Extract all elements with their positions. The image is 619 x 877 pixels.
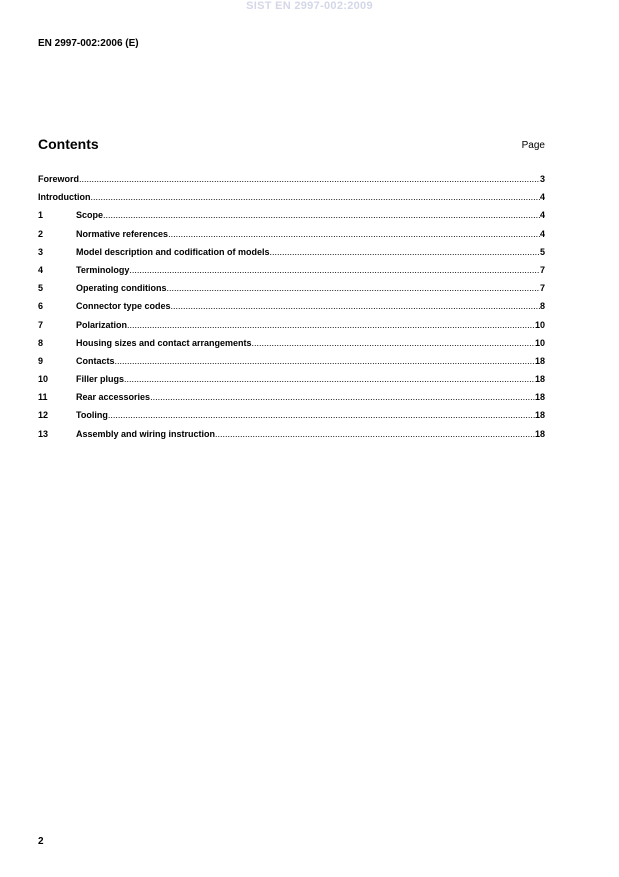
toc-entry-filler-plugs[interactable]	[38, 374, 545, 392]
toc-entry-number: 1	[38, 210, 44, 221]
toc-entry-title: Model description and codification of models	[76, 246, 270, 257]
toc-entry-page: 18	[534, 374, 545, 385]
toc-leader-dots	[124, 374, 535, 384]
page-column-label: Page	[521, 140, 545, 151]
toc-entry-title: Operating conditions	[76, 283, 167, 294]
toc-entry-page: 10	[534, 337, 545, 348]
toc-entry-number: 4	[38, 264, 44, 275]
toc-entry-contacts[interactable]	[38, 356, 545, 374]
toc-entry-model-description[interactable]	[38, 247, 545, 265]
toc-leader-dots	[215, 429, 535, 439]
toc-leader-dots	[79, 174, 540, 184]
toc-entry-normative-references[interactable]	[38, 229, 545, 247]
toc-entry-page: 4	[539, 210, 545, 221]
toc-entry-page: 4	[539, 228, 545, 239]
toc-entry-title: Connector type codes	[76, 301, 171, 312]
toc-entry-page: 18	[534, 410, 545, 421]
toc-entry-polarization[interactable]	[38, 320, 545, 338]
page-number: 2	[38, 836, 44, 847]
toc-entry-page: 18	[534, 355, 545, 366]
toc-leader-dots	[270, 247, 540, 257]
toc-entry-number: 10	[38, 374, 49, 385]
toc-entry-housing-sizes[interactable]	[38, 338, 545, 356]
toc-entry-assembly-wiring[interactable]	[38, 429, 545, 447]
toc-entry-title: Rear accessories	[76, 392, 151, 403]
document-id: EN 2997-002:2006 (E)	[38, 38, 139, 49]
toc-entry-title: Housing sizes and contact arrangements	[76, 337, 252, 348]
toc-entry-scope[interactable]	[38, 210, 545, 228]
toc-leader-dots	[108, 410, 535, 420]
toc-entry-title: Filler plugs	[76, 374, 125, 385]
toc-entry-number: 2	[38, 228, 44, 239]
toc-entry-page: 18	[534, 392, 545, 403]
toc-leader-dots	[129, 265, 540, 275]
toc-entry-title: Normative references	[76, 228, 169, 239]
toc-entry-page: 7	[539, 283, 545, 294]
toc-entry-number: 11	[38, 392, 48, 403]
table-of-contents	[38, 174, 545, 447]
toc-entry-page: 8	[539, 301, 545, 312]
toc-entry-title: Contacts	[76, 355, 115, 366]
toc-entry-page: 4	[539, 192, 545, 203]
toc-entry-introduction[interactable]	[38, 192, 545, 210]
toc-leader-dots	[91, 192, 540, 202]
toc-leader-dots	[167, 283, 540, 293]
toc-entry-page: 10	[534, 319, 545, 330]
toc-entry-number: 9	[38, 355, 44, 366]
toc-entry-number: 12	[38, 410, 49, 421]
toc-entry-title: Introduction	[38, 192, 91, 203]
toc-leader-dots	[103, 210, 540, 220]
toc-entry-title: Foreword	[38, 174, 80, 184]
toc-leader-dots	[252, 338, 535, 348]
toc-entry-title: Assembly and wiring instruction	[76, 428, 216, 439]
toc-entry-title: Terminology	[76, 264, 130, 275]
toc-entry-number: 7	[38, 319, 44, 330]
toc-entry-page: 7	[539, 264, 545, 275]
toc-entry-title: Polarization	[76, 319, 128, 330]
toc-leader-dots	[115, 356, 535, 366]
toc-entry-number: 3	[38, 246, 44, 257]
toc-entry-page: 5	[539, 246, 545, 257]
toc-entry-terminology[interactable]	[38, 265, 545, 283]
toc-leader-dots	[150, 392, 535, 402]
toc-entry-connector-type-codes[interactable]	[38, 301, 545, 319]
toc-entry-page: 18	[534, 428, 545, 439]
watermark: SIST EN 2997-002:2009	[246, 0, 373, 12]
toc-entry-page: 3	[539, 174, 545, 184]
toc-entry-number: 5	[38, 283, 44, 294]
toc-entry-title: Tooling	[76, 410, 108, 421]
toc-entry-number: 8	[38, 337, 44, 348]
toc-entry-foreword[interactable]	[38, 174, 545, 192]
toc-entry-number: 6	[38, 301, 44, 312]
toc-entry-operating-conditions[interactable]	[38, 283, 545, 301]
contents-heading: Contents	[38, 136, 99, 152]
toc-entry-rear-accessories[interactable]	[38, 392, 545, 410]
toc-leader-dots	[171, 301, 540, 311]
toc-entry-title: Scope	[76, 210, 104, 221]
toc-leader-dots	[168, 229, 540, 239]
toc-entry-tooling[interactable]	[38, 410, 545, 428]
toc-leader-dots	[127, 320, 535, 330]
toc-entry-number: 13	[38, 428, 49, 439]
